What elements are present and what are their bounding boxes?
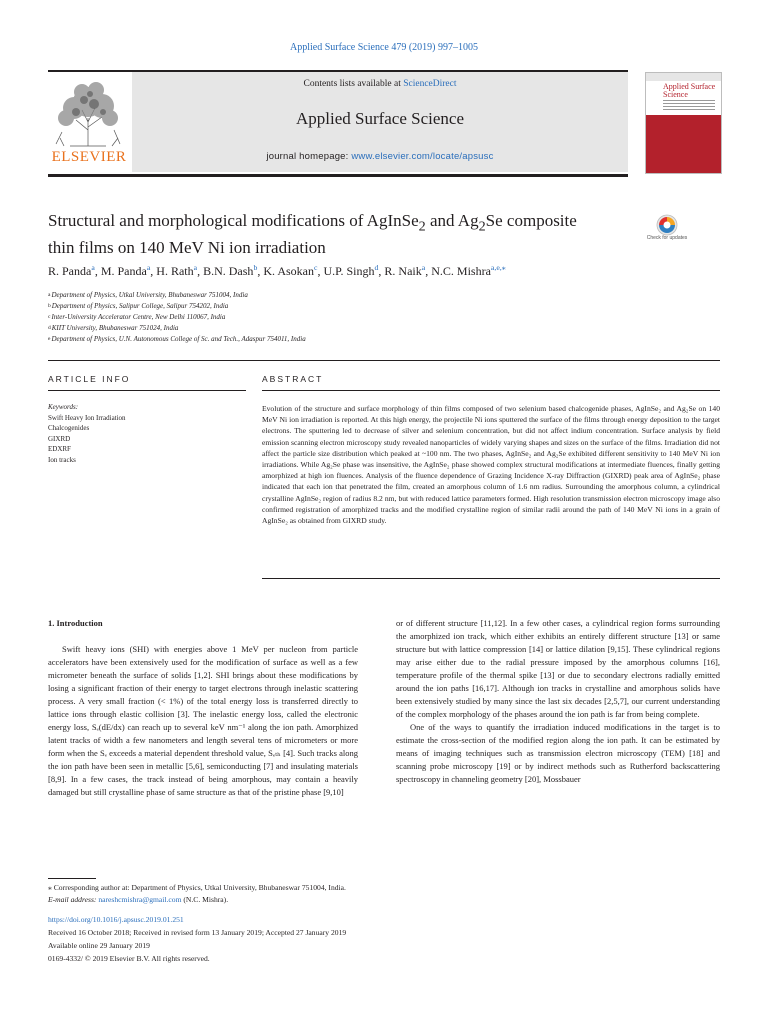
email-line — [48, 894, 648, 906]
abstract-text: Evolution of the structure and surface morphology of thin films composed of two selenium based chalcogenide phases, AgInSe₂ and Ag₂Se on 140 MeV Ni ion irradiation is reported. At this high energy, the projectile Ni ions sputtered the surface of the films through energy deposition to the target electrons. The sputtering led to decrease of silver and selenium concentration, but did not affect indium concentration. Surface analysis by field emission scanning electron microscopy study revealed nanoparticles of widely varying shapes and sizes on the surface of the films. Irradiation did not affect the particle size distribution which peaked at ~100 nm. The two phases, AgInSe₂ and Ag₂Se exhibited different sensitivity to 140 MeV Ni ion irradiations. While Ag₂Se phase was insensitive, the AgInSe₂ phase showed complex structural modifications at intermediate fluences, finally getting amorphized at high ion fluences. Analysis of the fluence dependence of Grazing Incidence X-ray Diffraction (GIXRD) peak area of AgInSe₂ phase indicated that each ion that penetrated the film, created an amorphous column of 1.6 nm radius. Surrounding the amorphous column, a cylindrical crystalline AgInSe₂ region of radius 8.2 nm, but with reduced lattice parameters formed. High resolution transmission electron microscopy image also confirmed registration of amorphized tracks and the modified crystalline region of similar radii around the path of 140 MeV Ni ions in a grain of AgInSe₂ as obtained from GIXRD study. — [262, 404, 720, 526]
journal-cover-image[interactable] — [645, 72, 722, 174]
article-info-heading: ARTICLE INFO — [48, 374, 131, 384]
publisher-logo-text: ELSEVIER — [51, 149, 127, 165]
paragraph: or of different structure [11,12]. In a few other cases, a cylindrical region forms surrounding the amorphized ion track, which either exhibits an entirely different structure [13] or same structure but with lattice compression [14] or lattice dilation [9,15]. These cylindrical regions may arise either due to the radial pressure imposed by the amorphous columns [16], temperature profile of the thermal spike [13] or due to secondary electrons radially emitted around the ion paths [16,17]. Although ion tracks in crystalline and amorphous solids have been extensively studied by many since the last six decades [2,5,7], our current understanding of the complex morphology of the phases around the ion path is far from being complete. — [396, 618, 720, 719]
affiliation: $^b$Department of Physics, Salipur College, Salipur 754202, India — [48, 302, 229, 310]
affiliation: $^e$Department of Physics, U.N. Autonomous College of Sc. and Tech., Adaspur 754011, India — [48, 335, 306, 343]
title-subscript: 2 — [478, 218, 486, 235]
header-bottom-rule — [48, 174, 628, 177]
keywords-block — [48, 402, 248, 466]
affiliation-list — [48, 290, 728, 345]
journal-citation[interactable]: Applied Surface Science 479 (2019) 997–1005 — [289, 42, 478, 53]
keyword: Ion tracks — [48, 455, 76, 464]
received-dates: Received 16 October 2018; Received in revised form 13 January 2019; Accepted 27 January 2019 — [48, 928, 347, 937]
title-subscript: 2 — [418, 218, 426, 235]
keyword: Chalcogenides — [48, 424, 90, 433]
abstract-bottom-rule — [262, 578, 720, 579]
keyword: Swift Heavy Ion Irradiation — [48, 413, 126, 422]
paragraph: One of the ways to quantify the irradiation induced modifications in the target is to estimate the cross-section of the modified region along the ion path. It can be estimated by means of imaging techniques such as transmission electron microscopy (TEM) [18] and scanning probe microscopy [19] or by indirect methods such as Rutherford backscattering spectroscopy in channeling geometry [20], Mossbauer — [396, 722, 720, 784]
email-label: E-mail address: — [48, 894, 97, 904]
contents-line — [132, 79, 628, 89]
available-online: Available online 29 January 2019 — [48, 941, 150, 950]
title-part: and Ag — [425, 211, 479, 230]
author[interactable]: N.C. Mishra$^{a,e,⁎}$ — [431, 263, 506, 278]
journal-title: Applied Surface Science — [295, 109, 465, 128]
cover-subtitle-lines — [663, 100, 715, 112]
affiliation: $^a$Department of Physics, Utkal University, Bhubaneswar 751004, India — [48, 291, 248, 299]
author[interactable]: U.P. Singh$^d$ — [323, 263, 379, 278]
paragraph: Swift heavy ions (SHI) with energies above 1 MeV per nucleon from particle accelerators have been extensively used for the modification of surface as well as a few micrometer beneath the surface of solids [1,2]. SHI brings about these modifications by losing a significant fraction of their energy to target electrons through inelastic scattering process. A very small fraction (< 1%) of the total energy loss is transferred directly to lattice ions through elastic collision [3]. The inelastic energy loss, called the electronic energy loss, Sₑ(dE/dx) can reach up to several keV nm⁻¹ along the ion path. Amorphized latent tracks of width a few nanometers and length several tens of micrometers or more form when the Sₑ exceeds a material dependent threshold value, Sₑₜₕ [4]. Such tracks along the ion path have been seen in metallic [5,6], semiconducting [7] and insulating materials [8,9]. In a few cases, the track instead of being amorphous, may contain a heavily damaged but still crystalline phase of same structure as that of the pristine phase [9,10] — [48, 644, 358, 797]
section-heading-introduction: 1. Introduction — [48, 618, 103, 628]
keyword: EDXRF — [48, 445, 71, 454]
copyright: 0169-4332/ © 2019 Elsevier B.V. All rights reserved. — [48, 954, 210, 963]
author[interactable]: R. Panda$^a$ — [48, 263, 95, 278]
keyword: GIXRD — [48, 434, 71, 443]
author[interactable]: R. Naik$^a$ — [384, 263, 426, 278]
body-column-left — [48, 643, 358, 799]
author[interactable]: K. Asokan$^c$ — [263, 263, 318, 278]
homepage-link[interactable]: www.elsevier.com/locate/apsusc — [351, 151, 494, 162]
abstract-rule — [262, 390, 720, 391]
crossmark-label: Check for updates — [646, 235, 688, 241]
author[interactable]: H. Rath$^a$ — [156, 263, 198, 278]
author[interactable]: M. Panda$^a$ — [100, 263, 151, 278]
keywords-label: Keywords: — [48, 403, 79, 411]
crossmark-icon[interactable] — [648, 212, 686, 250]
homepage-prefix: journal homepage: — [266, 151, 352, 162]
contents-prefix: Contents lists available at — [303, 79, 404, 89]
corresponding-author: ⁎ Corresponding author at: Department of Physics, Utkal University, Bhubaneswar 751004, India. — [48, 883, 346, 892]
email-suffix: (N.C. Mishra). — [183, 894, 229, 904]
author-list: R. Panda$^a$, M. Panda$^a$, H. Rath$^a$, B.N. Dash$^b$, K. Asokan$^c$, U.P. Singh$^d$, R. Naik$^a$, N.C. Mishra$^{a,e,⁎}$ — [48, 263, 506, 278]
footnote-rule — [48, 878, 96, 879]
paper-title — [48, 210, 638, 259]
corresponding-author-note — [48, 882, 648, 905]
author[interactable]: B.N. Dash$^b$ — [203, 263, 258, 278]
abstract-heading: ABSTRACT — [262, 374, 324, 384]
homepage-line — [132, 151, 628, 162]
body-column-right — [396, 617, 720, 786]
article-info-rule — [48, 390, 246, 391]
cover-title: Applied Surface Science — [663, 82, 716, 99]
doi-link[interactable]: https://doi.org/10.1016/j.apsusc.2019.01.251 — [48, 915, 184, 924]
cover-top-band — [646, 73, 721, 81]
title-part: thin films on 140 MeV Ni ion irradiation — [48, 238, 326, 258]
title-part: Structural and morphological modifications of AgInSe — [48, 211, 419, 230]
email-link[interactable]: nareshcmishra@gmail.com — [98, 894, 182, 904]
affiliation: $^c$Inter-University Accelerator Centre, New Delhi 110067, India — [48, 313, 226, 321]
sciencedirect-link[interactable]: ScienceDirect — [403, 79, 457, 89]
cover-red-block — [646, 115, 721, 173]
title-part: Se composite — [485, 211, 577, 230]
affiliation: $^d$KIIT University, Bhubaneswar 751024, India — [48, 324, 179, 332]
info-top-rule — [48, 360, 720, 361]
